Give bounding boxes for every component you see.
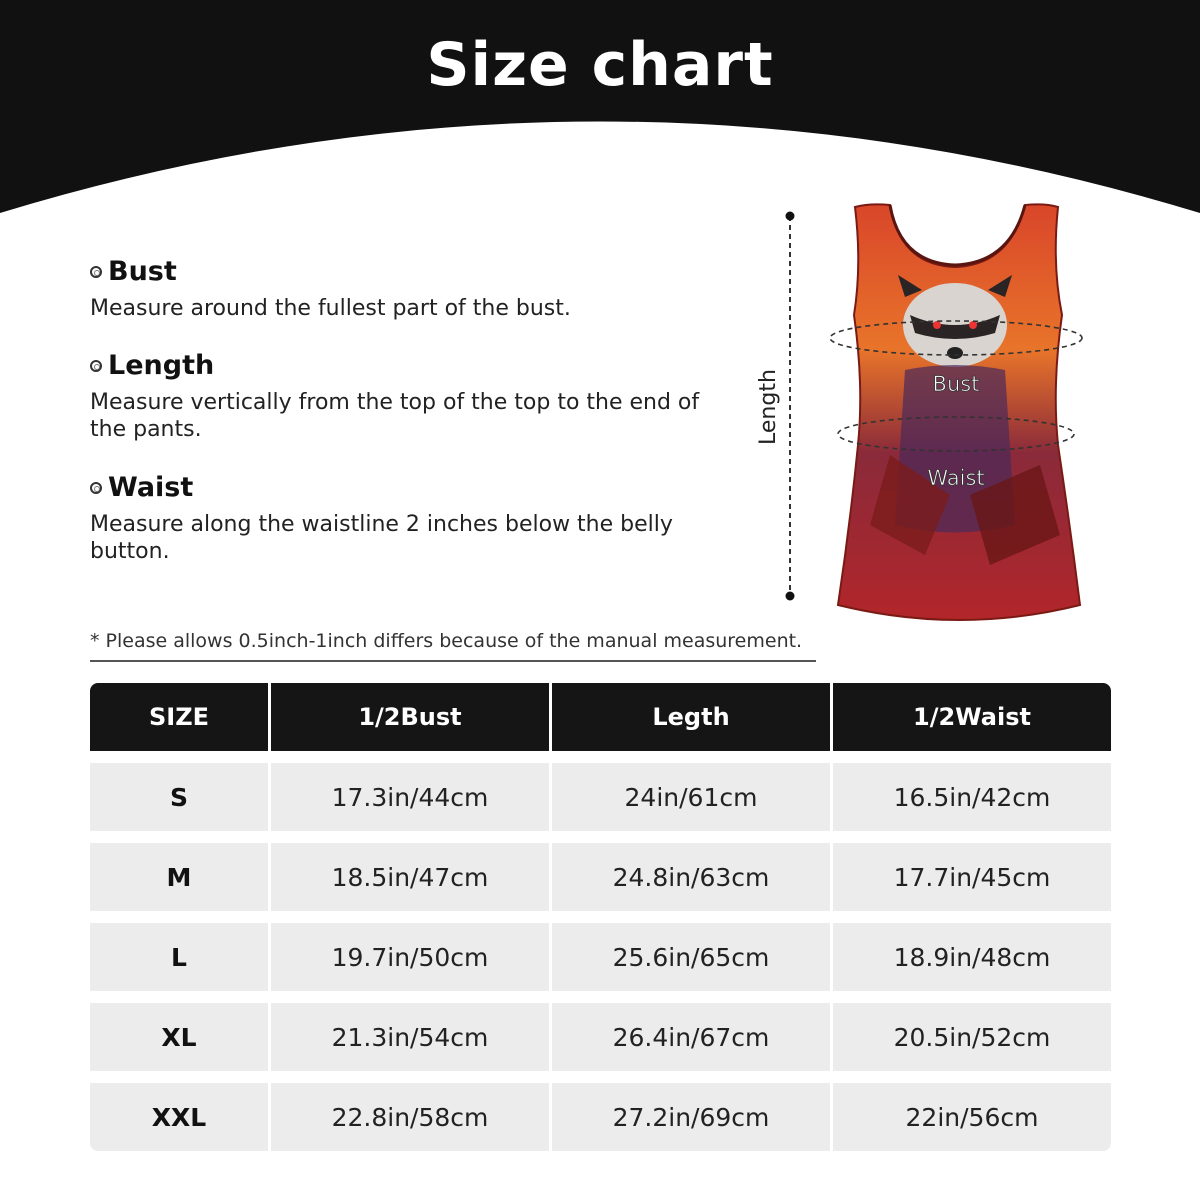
length-cell: 26.4in/67cm [552, 1003, 830, 1071]
size-table [87, 671, 1114, 1163]
tank-top-illustration [740, 195, 1140, 635]
length-top-dot [786, 212, 795, 221]
measure-waist-heading [90, 472, 730, 503]
size-cell: M [90, 843, 268, 911]
measure-waist-label: Waist [108, 472, 194, 503]
header-length: Legth [552, 683, 830, 751]
bullet-icon [90, 482, 102, 494]
measure-length [90, 350, 730, 443]
bust-cell: 18.5in/47cm [271, 843, 549, 911]
raccoon-eye-left [933, 321, 941, 329]
measure-waist [90, 472, 730, 565]
waist-cell: 22in/56cm [833, 1083, 1111, 1151]
table-row [90, 1003, 1111, 1071]
bust-label: Bust [932, 372, 980, 396]
measure-length-label: Length [108, 350, 215, 381]
table-header-row [90, 683, 1111, 751]
length-cell: 25.6in/65cm [552, 923, 830, 991]
size-cell: XXL [90, 1083, 268, 1151]
measure-bust-description: Measure around the fullest part of the bust. [90, 296, 571, 321]
bust-cell: 19.7in/50cm [271, 923, 549, 991]
measure-bust-heading [90, 256, 730, 287]
size-cell: S [90, 763, 268, 831]
size-cell: L [90, 923, 268, 991]
measure-length-heading [90, 350, 730, 381]
page-title: Size chart [426, 30, 774, 100]
waist-label: Waist [927, 466, 985, 490]
bust-cell: 22.8in/58cm [271, 1083, 549, 1151]
waist-cell: 16.5in/42cm [833, 763, 1111, 831]
length-cell: 27.2in/69cm [552, 1083, 830, 1151]
measure-bust-label: Bust [108, 256, 177, 287]
raccoon-eye-right [969, 321, 977, 329]
table-row [90, 763, 1111, 831]
measurement-note: * Please allows 0.5inch-1inch differs because of the manual measurement. [90, 630, 816, 662]
raccoon-nose [947, 347, 963, 359]
measure-bust [90, 256, 730, 322]
length-cell: 24.8in/63cm [552, 843, 830, 911]
waist-cell: 20.5in/52cm [833, 1003, 1111, 1071]
length-cell: 24in/61cm [552, 763, 830, 831]
bullet-icon [90, 266, 102, 278]
measure-length-description: Measure vertically from the top of the top to the end of the pants. [90, 390, 700, 442]
size-cell: XL [90, 1003, 268, 1071]
length-bottom-dot [786, 592, 795, 601]
header-half-bust: 1/2Bust [271, 683, 549, 751]
length-label: Length [756, 369, 781, 445]
bullet-icon [90, 360, 102, 372]
table-row [90, 1083, 1111, 1151]
header-size: SIZE [90, 683, 268, 751]
waist-cell: 18.9in/48cm [833, 923, 1111, 991]
table-row [90, 923, 1111, 991]
table-row [90, 843, 1111, 911]
waist-cell: 17.7in/45cm [833, 843, 1111, 911]
header-half-waist: 1/2Waist [833, 683, 1111, 751]
tank-top-svg [740, 195, 1140, 635]
bust-cell: 21.3in/54cm [271, 1003, 549, 1071]
measure-waist-description: Measure along the waistline 2 inches below the belly button. [90, 512, 673, 564]
bust-cell: 17.3in/44cm [271, 763, 549, 831]
